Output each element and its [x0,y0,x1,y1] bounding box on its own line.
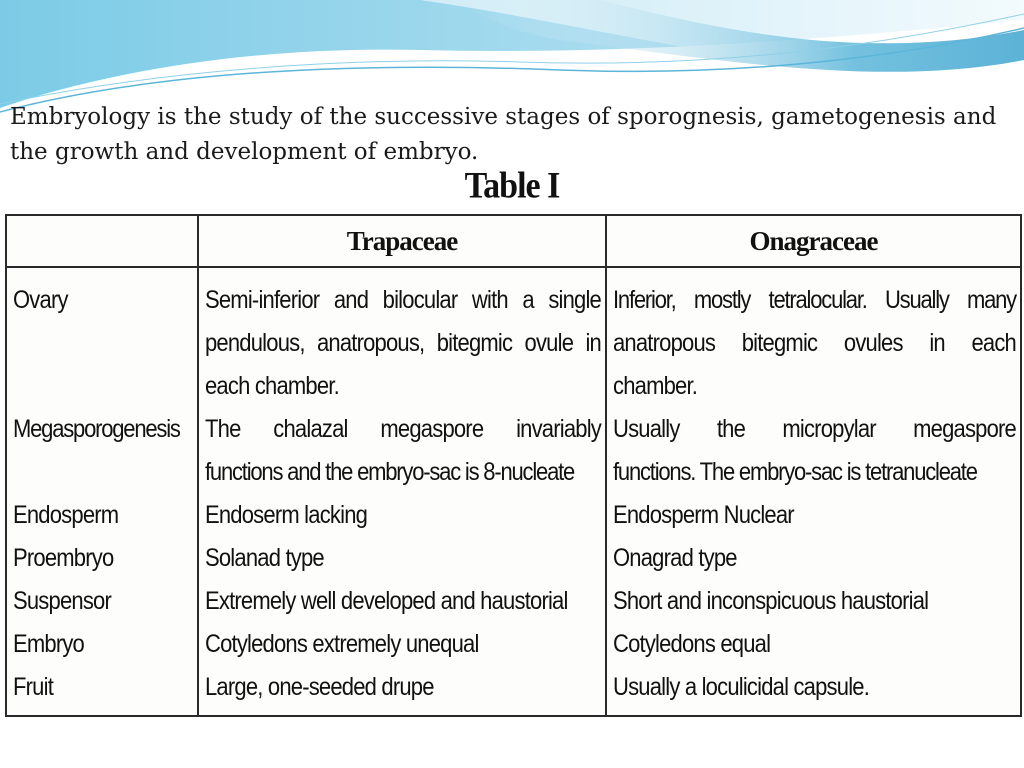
trapaceae-ovary-line-1: Semi-inferior and bilocular with a single [205,285,601,314]
row-label-embryo: Embryo [13,629,84,658]
header-onagraceae: Onagraceae [606,215,1021,267]
table-header-row [6,215,1021,267]
table-title: Table I [464,166,560,206]
row-label-ovary: Ovary [13,285,68,314]
trapaceae-proembryo: Solanad type [205,543,324,572]
row-label-fruit: Fruit [13,672,54,701]
onagraceae-proembryo: Onagrad type [613,543,737,572]
header-empty-cell [6,215,198,267]
table-body-row [6,267,1021,716]
header-trapaceae: Trapaceae [198,215,606,267]
trapaceae-ovary-line-2: pendulous, anatropous, bitegmic ovule in [205,328,601,357]
onagraceae-column [606,267,1021,716]
trapaceae-embryo: Cotyledons extremely unequal [205,629,479,658]
trapaceae-endosperm: Endoserm lacking [205,500,368,529]
onagraceae-endosperm: Endosperm Nuclear [613,500,794,529]
onagraceae-ovary-line-2: anatropous bitegmic ovules in each [613,328,1016,357]
trapaceae-ovary-line-3: each chamber. [205,371,339,400]
trapaceae-suspensor: Extremely well developed and haustorial [205,586,568,615]
onagraceae-embryo: Cotyledons equal [613,629,771,658]
trapaceae-column [198,267,606,716]
header-swoosh-decoration [0,0,1024,115]
onagraceae-suspensor: Short and inconspicuous haustorial [613,586,929,615]
onagraceae-megasporogenesis-line-2: functions. The embryo-sac is tetranucleate [613,457,977,486]
row-label-megasporogenesis: Megasporogenesis [13,414,180,443]
onagraceae-megasporogenesis-line-1: Usually the micropylar megaspore [613,414,1016,443]
onagraceae-fruit: Usually a loculicidal capsule. [613,672,870,701]
trapaceae-megasporogenesis-line-1: The chalazal megaspore invariably [205,414,601,443]
label-column [6,267,198,716]
intro-paragraph: Embryology is the study of the successive stages of sporognesis, gametogenesis and the growth and development of embryo. [10,104,997,165]
row-label-proembryo: Proembryo [13,543,114,572]
onagraceae-ovary-line-1: Inferior, mostly tetralocular. Usually many [613,285,1016,314]
onagraceae-ovary-line-3: chamber. [613,371,698,400]
comparison-table [5,214,1022,717]
trapaceae-megasporogenesis-line-2: functions and the embryo-sac is 8-nucleate [205,457,575,486]
row-label-endosperm: Endosperm [13,500,119,529]
row-label-suspensor: Suspensor [13,586,111,615]
trapaceae-fruit: Large, one-seeded drupe [205,672,434,701]
